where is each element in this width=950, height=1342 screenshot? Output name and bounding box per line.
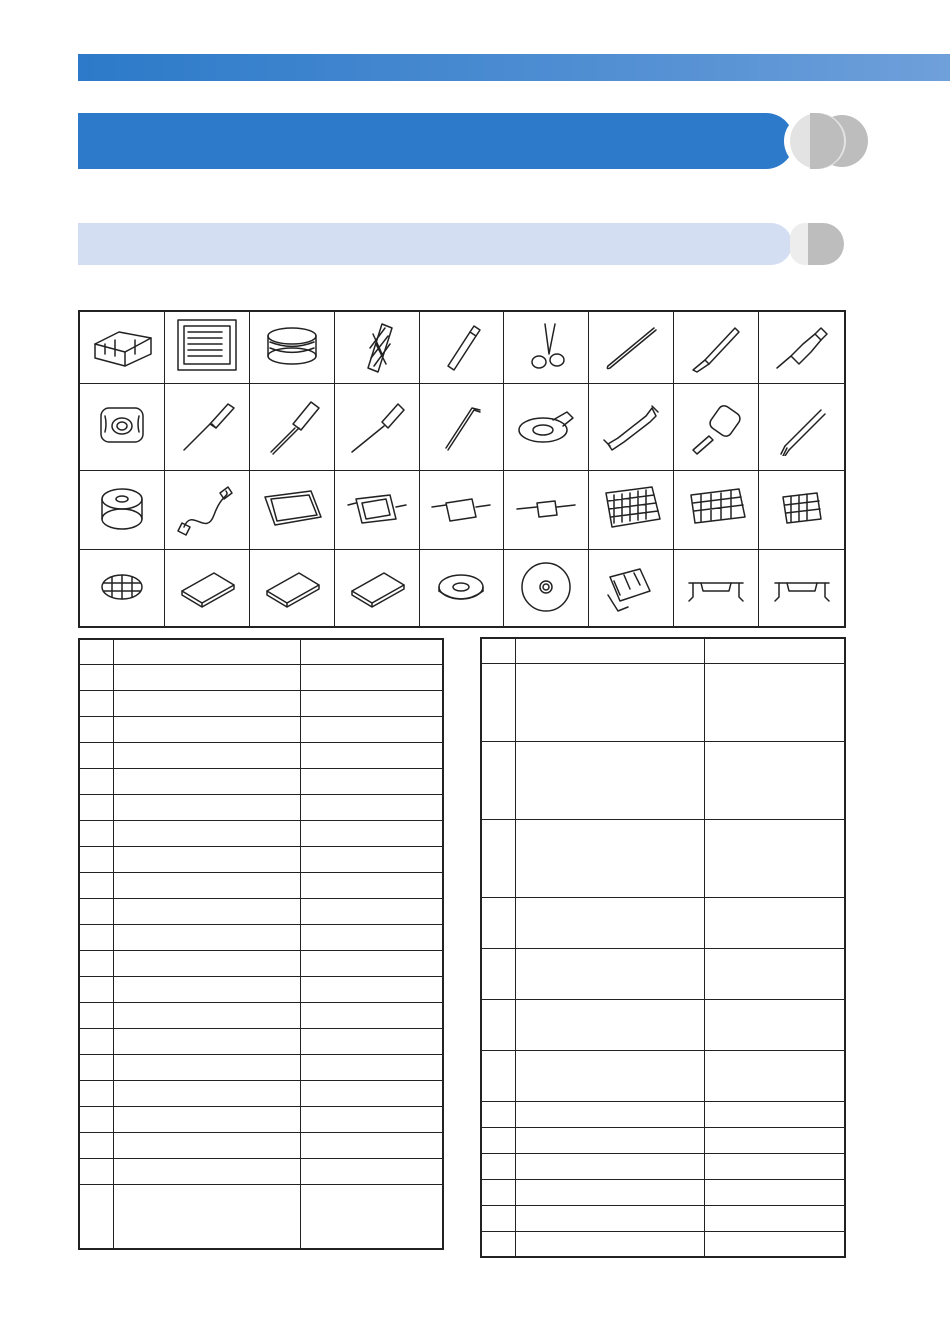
- part-name-cell: [114, 742, 301, 768]
- part-code-cell: [705, 1050, 846, 1101]
- table-row: [481, 819, 845, 897]
- part-code-cell: [705, 1101, 846, 1127]
- accessory-cell: [674, 384, 759, 471]
- frame-holder-a-icon: [679, 555, 753, 622]
- part-code-cell: [705, 897, 846, 948]
- part-code-cell: [301, 664, 444, 690]
- accessory-cell: [80, 550, 165, 626]
- tweezers-icon: [594, 314, 668, 381]
- part-code-cell: [301, 1106, 444, 1132]
- part-code-cell: [301, 924, 444, 950]
- part-number-cell: [79, 664, 114, 690]
- part-code-cell: [301, 1054, 444, 1080]
- bobbin-case-icon: [85, 394, 159, 461]
- spool-net-icon: [340, 314, 414, 381]
- cd-rom-icon: [509, 555, 583, 622]
- subsection-title-band: [78, 223, 792, 265]
- part-code-cell: [705, 1179, 846, 1205]
- table-row: [79, 794, 443, 820]
- part-name-cell: [114, 639, 301, 664]
- part-number-cell: [79, 872, 114, 898]
- part-name-cell: [114, 664, 301, 690]
- accessory-cell: [165, 471, 250, 550]
- accessory-cell: [420, 312, 505, 384]
- frame-holder-b-icon: [765, 555, 839, 622]
- part-number-cell: [79, 1080, 114, 1106]
- part-code-cell: [705, 1127, 846, 1153]
- part-code-cell: [705, 1153, 846, 1179]
- brush-icon: [765, 394, 839, 461]
- part-number-cell: [79, 820, 114, 846]
- table-row: [481, 1205, 845, 1231]
- part-name-cell: [114, 1106, 301, 1132]
- accessory-cell: [504, 384, 589, 471]
- part-code-cell: [301, 950, 444, 976]
- part-name-cell: [516, 663, 705, 741]
- part-number-cell: [79, 768, 114, 794]
- table-row: [79, 1106, 443, 1132]
- spool-insert-icon: [85, 477, 159, 544]
- table-row: [481, 663, 845, 741]
- accessory-cell: [80, 312, 165, 384]
- hex-key-icon: [424, 394, 498, 461]
- table-row: [79, 768, 443, 794]
- table-row: [481, 948, 845, 999]
- part-number-cell: [79, 1054, 114, 1080]
- table-row: [79, 639, 443, 664]
- accessory-cell: [165, 550, 250, 626]
- part-name-cell: [516, 948, 705, 999]
- part-name-cell: [114, 1184, 301, 1249]
- part-code-cell: [301, 846, 444, 872]
- accessory-cell: [420, 471, 505, 550]
- part-code-cell: [705, 1205, 846, 1231]
- part-name-cell: [114, 716, 301, 742]
- accessory-cell: [335, 550, 420, 626]
- part-code-cell: [301, 976, 444, 1002]
- subtitle-band-cap-end: [808, 223, 844, 265]
- table-row: [79, 898, 443, 924]
- part-code-cell: [705, 948, 846, 999]
- part-number-cell: [79, 1132, 114, 1158]
- part-name-cell: [114, 872, 301, 898]
- part-name-cell: [516, 1127, 705, 1153]
- part-number-cell: [481, 1205, 516, 1231]
- table-row: [79, 820, 443, 846]
- part-name-cell: [114, 794, 301, 820]
- frame-holder-plate-icon: [594, 555, 668, 622]
- part-number-cell: [481, 1101, 516, 1127]
- embroidery-sheet-small-icon: [765, 477, 839, 544]
- part-code-cell: [301, 1158, 444, 1184]
- part-name-cell: [516, 819, 705, 897]
- part-name-cell: [516, 1153, 705, 1179]
- part-name-cell: [114, 768, 301, 794]
- part-name-cell: [114, 1080, 301, 1106]
- table-row: [481, 1050, 845, 1101]
- part-code-cell: [301, 742, 444, 768]
- embroidery-sheet-extra-small-icon: [85, 555, 159, 622]
- part-number-cell: [481, 819, 516, 897]
- part-number-cell: [79, 690, 114, 716]
- part-code-cell: [301, 820, 444, 846]
- part-number-cell: [79, 1002, 114, 1028]
- part-name-cell: [114, 820, 301, 846]
- accessory-cell: [674, 471, 759, 550]
- embroidery-frame-medium-icon: [340, 477, 414, 544]
- part-name-cell: [516, 1050, 705, 1101]
- part-name-cell: [114, 1002, 301, 1028]
- accessory-cell: [504, 550, 589, 626]
- part-name-cell: [114, 976, 301, 1002]
- embroidery-frame-small-icon: [424, 477, 498, 544]
- part-code-cell: [301, 768, 444, 794]
- part-name-cell: [516, 1205, 705, 1231]
- part-code-cell: [301, 1002, 444, 1028]
- part-name-cell: [516, 741, 705, 819]
- part-number-cell: [481, 638, 516, 663]
- part-code-cell: [301, 690, 444, 716]
- part-name-cell: [114, 898, 301, 924]
- accessory-cell: [589, 471, 674, 550]
- thread-guide-rod-icon: [424, 314, 498, 381]
- part-number-cell: [79, 1028, 114, 1054]
- part-code-cell: [705, 663, 846, 741]
- accessory-cell: [420, 384, 505, 471]
- part-name-cell: [114, 950, 301, 976]
- part-number-cell: [79, 976, 114, 1002]
- part-number-cell: [481, 948, 516, 999]
- cleaning-tool-icon: [679, 394, 753, 461]
- accessory-cell: [759, 312, 844, 384]
- table-row: [481, 1153, 845, 1179]
- accessory-cell: [165, 312, 250, 384]
- part-code-cell: [301, 1028, 444, 1054]
- parts-table-right: [480, 637, 846, 1258]
- embroidery-frame-extra-small-icon: [509, 477, 583, 544]
- part-number-cell: [481, 1179, 516, 1205]
- part-name-cell: [114, 1132, 301, 1158]
- table-row: [79, 872, 443, 898]
- part-name-cell: [114, 924, 301, 950]
- accessory-cell: [80, 384, 165, 471]
- table-row: [481, 999, 845, 1050]
- part-number-cell: [481, 1050, 516, 1101]
- part-name-cell: [516, 1101, 705, 1127]
- accessory-cell: [250, 471, 335, 550]
- embroidery-sheet-large-icon: [594, 477, 668, 544]
- part-code-cell: [301, 1184, 444, 1249]
- accessory-cell: [759, 471, 844, 550]
- accessory-cell: [674, 550, 759, 626]
- table-row: [79, 690, 443, 716]
- accessory-cell: [674, 312, 759, 384]
- accessory-cell: [420, 550, 505, 626]
- part-name-cell: [516, 1231, 705, 1257]
- table-row: [79, 1002, 443, 1028]
- part-number-cell: [79, 924, 114, 950]
- part-name-cell: [114, 1028, 301, 1054]
- part-name-cell: [516, 638, 705, 663]
- table-row: [79, 742, 443, 768]
- table-row: [79, 1184, 443, 1249]
- part-number-cell: [79, 794, 114, 820]
- usb-cable-icon: [170, 477, 244, 544]
- oiler-icon: [765, 314, 839, 381]
- accessory-cell: [589, 550, 674, 626]
- part-number-cell: [481, 663, 516, 741]
- part-number-cell: [79, 1106, 114, 1132]
- part-number-cell: [79, 639, 114, 664]
- quick-reference-book-icon: [255, 555, 329, 622]
- table-row: [79, 976, 443, 1002]
- part-code-cell: [705, 741, 846, 819]
- table-row: [79, 924, 443, 950]
- accessory-cell: [335, 384, 420, 471]
- table-row: [79, 1054, 443, 1080]
- table-row: [481, 741, 845, 819]
- part-number-cell: [79, 742, 114, 768]
- spool-cap-icon: [509, 394, 583, 461]
- part-name-cell: [114, 690, 301, 716]
- table-row: [481, 1179, 845, 1205]
- part-code-cell: [301, 872, 444, 898]
- accessory-cell: [589, 312, 674, 384]
- accessory-cell: [335, 312, 420, 384]
- accessory-cell: [504, 471, 589, 550]
- part-code-cell: [301, 1080, 444, 1106]
- part-number-cell: [79, 1158, 114, 1184]
- part-name-cell: [114, 846, 301, 872]
- accessory-cell: [759, 384, 844, 471]
- accessory-case-icon: [85, 314, 159, 381]
- seam-ripper-icon: [679, 314, 753, 381]
- table-row: [481, 1101, 845, 1127]
- part-number-cell: [481, 1231, 516, 1257]
- spool-felt-icon: [424, 555, 498, 622]
- table-row: [481, 1231, 845, 1257]
- part-code-cell: [301, 639, 444, 664]
- screwdriver-thin-icon: [340, 394, 414, 461]
- part-number-cell: [79, 898, 114, 924]
- part-name-cell: [516, 1179, 705, 1205]
- table-row: [481, 1127, 845, 1153]
- part-code-cell: [301, 1132, 444, 1158]
- parts-table-left: [78, 638, 444, 1250]
- part-number-cell: [79, 950, 114, 976]
- part-number-cell: [481, 741, 516, 819]
- part-number-cell: [79, 1184, 114, 1249]
- table-row: [79, 1080, 443, 1106]
- part-code-cell: [705, 819, 846, 897]
- table-row: [79, 1028, 443, 1054]
- accessory-cell: [589, 384, 674, 471]
- table-row: [79, 1158, 443, 1184]
- part-number-cell: [481, 999, 516, 1050]
- part-code-cell: [301, 898, 444, 924]
- accessories-grid: [78, 310, 846, 628]
- accessory-cell: [759, 550, 844, 626]
- accessory-cell: [250, 312, 335, 384]
- part-name-cell: [516, 999, 705, 1050]
- accessory-cell: [335, 471, 420, 550]
- table-row: [79, 716, 443, 742]
- design-guide-book-icon: [340, 555, 414, 622]
- wrench-icon: [594, 394, 668, 461]
- part-name-cell: [516, 897, 705, 948]
- part-code-cell: [705, 999, 846, 1050]
- table-row: [79, 1132, 443, 1158]
- part-number-cell: [481, 897, 516, 948]
- table-row: [481, 897, 845, 948]
- accessory-cell: [504, 312, 589, 384]
- part-code-cell: [301, 794, 444, 820]
- accessory-cell: [165, 384, 250, 471]
- section-title-band: [78, 113, 794, 169]
- part-number-cell: [481, 1127, 516, 1153]
- part-number-cell: [481, 1153, 516, 1179]
- table-row: [79, 846, 443, 872]
- part-code-cell: [705, 1231, 846, 1257]
- part-name-cell: [114, 1054, 301, 1080]
- table-row: [79, 664, 443, 690]
- part-name-cell: [114, 1158, 301, 1184]
- part-number-cell: [79, 846, 114, 872]
- part-code-cell: [301, 716, 444, 742]
- bobbin-thread-icon: [255, 314, 329, 381]
- screwdriver-large-icon: [255, 394, 329, 461]
- top-header-band: [78, 54, 950, 81]
- table-row: [481, 638, 845, 663]
- table-row: [79, 950, 443, 976]
- screwdriver-small-icon: [170, 394, 244, 461]
- accessory-cell: [250, 384, 335, 471]
- part-code-cell: [705, 638, 846, 663]
- manual-book-icon: [170, 555, 244, 622]
- accessory-cell: [250, 550, 335, 626]
- embroidery-sheet-medium-icon: [679, 477, 753, 544]
- accessory-cell: [80, 471, 165, 550]
- part-number-cell: [79, 716, 114, 742]
- embroidery-frame-large-icon: [255, 477, 329, 544]
- needle-set-icon: [170, 314, 244, 381]
- scissors-icon: [509, 314, 583, 381]
